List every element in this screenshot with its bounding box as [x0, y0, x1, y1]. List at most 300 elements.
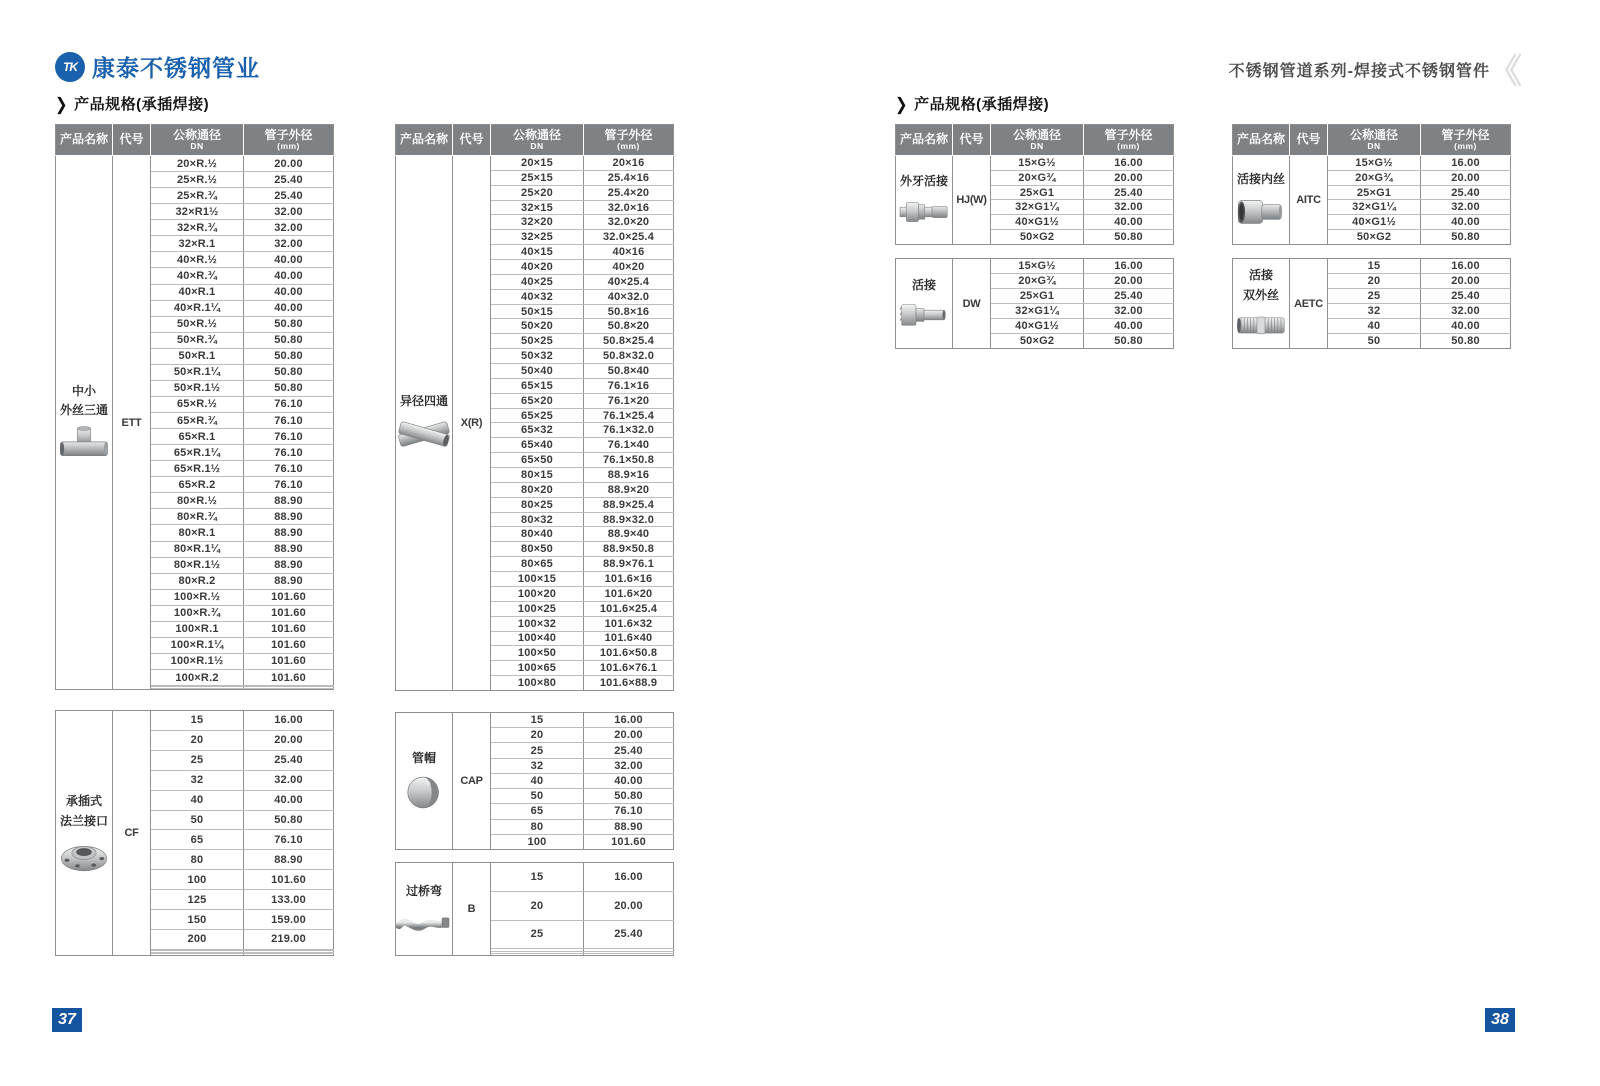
dn-value: 40	[151, 790, 244, 810]
dn-value: 80×R.¾	[151, 509, 244, 525]
od-value: 101.6×32	[584, 616, 674, 631]
od-value: 101.6×25.4	[584, 601, 674, 616]
od-value: 101.6×76.1	[584, 661, 674, 676]
od-value: 88.90	[584, 819, 674, 834]
dn-value: 40×R.1	[151, 284, 244, 300]
dn-value: 50×R.½	[151, 316, 244, 332]
dn-value: 80×R.1¼	[151, 541, 244, 557]
col-header-product-name: 产品名称	[1233, 125, 1290, 156]
od-value: 88.90	[244, 541, 334, 557]
section-title-right-text: 产品规格(承插焊接)	[914, 96, 1050, 113]
od-value: 88.9×40	[584, 527, 674, 542]
dn-value: 20×G¾	[1328, 170, 1421, 185]
od-value: 32.0×25.4	[584, 230, 674, 245]
dn-value: 100×R.2	[151, 670, 244, 686]
od-value: 40×32.0	[584, 289, 674, 304]
od-value: 32.00	[1084, 200, 1174, 215]
dn-value: 40×G1½	[991, 319, 1084, 334]
dn-value: 32×R.¾	[151, 220, 244, 236]
dn-value: 100×20	[491, 586, 584, 601]
spec-table-cap	[395, 712, 673, 850]
od-value: 40.00	[244, 268, 334, 284]
od-value	[244, 688, 334, 689]
od-value: 16.00	[244, 711, 334, 731]
dn-value: 40×R.¾	[151, 268, 244, 284]
dn-value: 65×R.1½	[151, 461, 244, 477]
od-value	[584, 953, 674, 955]
col-header-dn: 公称通径 DN	[1328, 125, 1421, 156]
dn-value: 65×R.2	[151, 477, 244, 493]
dn-value: 25×R.¾	[151, 188, 244, 204]
dn-value: 50	[1328, 334, 1421, 349]
od-value: 133.00	[244, 890, 334, 910]
dn-value: 80×R.2	[151, 573, 244, 589]
product-code: DW	[953, 259, 991, 349]
od-value: 32.00	[1084, 304, 1174, 319]
dn-value: 25	[491, 920, 584, 949]
od-value: 76.10	[244, 477, 334, 493]
product-cell	[1233, 259, 1290, 349]
od-value: 88.90	[244, 509, 334, 525]
od-value: 40.00	[1084, 319, 1174, 334]
product-name: 中小 外丝三通	[59, 383, 108, 417]
dn-value: 50	[151, 810, 244, 830]
od-value: 20.00	[1084, 170, 1174, 185]
od-value: 20×16	[584, 156, 674, 171]
dn-value: 100×R.½	[151, 589, 244, 605]
od-value: 76.1×25.4	[584, 408, 674, 423]
dn-value: 50×25	[491, 334, 584, 349]
dn-value: 65×40	[491, 438, 584, 453]
arrow-icon: ❯	[895, 94, 909, 114]
table-row	[1233, 156, 1511, 171]
od-value: 76.10	[584, 804, 674, 819]
od-value: 32.00	[584, 758, 674, 773]
col-header-product-name: 产品名称	[896, 125, 953, 156]
od-value: 101.6×40	[584, 631, 674, 646]
dn-value: 80	[151, 850, 244, 870]
od-value: 76.10	[244, 445, 334, 461]
od-value: 40×25.4	[584, 274, 674, 289]
dn-value: 125	[151, 890, 244, 910]
od-value: 50.8×40	[584, 364, 674, 379]
dn-value: 40×32	[491, 289, 584, 304]
col-header-dn: 公称通径 DN	[151, 125, 244, 156]
dn-value: 65×R.½	[151, 396, 244, 412]
od-value: 25.40	[1421, 185, 1511, 200]
od-value: 20.00	[584, 728, 674, 743]
od-value: 159.00	[244, 910, 334, 930]
dn-value: 32×15	[491, 200, 584, 215]
female-socket-icon	[1233, 194, 1289, 230]
od-value: 32.0×20	[584, 215, 674, 230]
od-value: 32.00	[244, 236, 334, 252]
dn-value	[151, 954, 244, 956]
od-value: 101.60	[611, 835, 646, 848]
dn-value: 20×G¾	[991, 274, 1084, 289]
product-code: CF	[113, 711, 151, 956]
dn-value: 65	[151, 830, 244, 850]
dn-value: 100×65	[491, 661, 584, 676]
dn-value: 20	[491, 891, 584, 920]
dn-value	[491, 953, 584, 955]
od-value: 76.1×16	[584, 378, 674, 393]
dn-value: 32×R1½	[151, 204, 244, 220]
od-value: 32.00	[244, 770, 334, 790]
dn-value: 100×R.1¼	[151, 637, 244, 653]
pipe-cap-icon	[396, 772, 452, 813]
dn-value: 25×R.½	[151, 172, 244, 188]
spec-table	[1232, 258, 1511, 349]
od-value: 25.40	[1084, 289, 1174, 304]
dn-value: 65×25	[491, 408, 584, 423]
spec-table	[895, 258, 1174, 349]
od-value: 88.90	[244, 493, 334, 509]
spec-table	[55, 124, 334, 690]
dn-value: 50×R.¾	[151, 332, 244, 348]
od-value: 40.00	[584, 773, 674, 788]
dn-value: 50×G2	[991, 334, 1084, 349]
dn-value: 50×20	[491, 319, 584, 334]
od-value: 25.40	[1421, 289, 1511, 304]
product-code: X(R)	[453, 156, 491, 691]
od-value: 50.8×32.0	[584, 349, 674, 364]
dn-value: 50	[491, 789, 584, 804]
product-cell	[396, 863, 453, 956]
od-value: 40.00	[244, 284, 334, 300]
brand-monogram-icon: TK	[55, 52, 85, 82]
col-header-code: 代号	[1290, 125, 1328, 156]
od-value: 101.60	[244, 653, 334, 669]
dn-value: 80×25	[491, 497, 584, 512]
od-value: 25.40	[584, 920, 674, 949]
dn-value: 25×G1	[1328, 185, 1421, 200]
page-number-right: 38	[1485, 1008, 1515, 1032]
od-value: 25.4×16	[584, 170, 674, 185]
series-title: 不锈钢管道系列-焊接式不锈钢管件	[1228, 63, 1490, 80]
od-value: 20.00	[1084, 274, 1174, 289]
dn-value: 80×15	[491, 468, 584, 483]
dn-value: 32	[491, 758, 584, 773]
od-value: 40.00	[244, 300, 334, 316]
dn-value: 65	[491, 804, 584, 819]
dn-value: 80×40	[491, 527, 584, 542]
dn-value: 65×R.1¼	[151, 445, 244, 461]
od-value: 101.6×88.9	[599, 677, 658, 690]
od-value: 88.9×50.8	[584, 542, 674, 557]
dn-value: 80×20	[491, 482, 584, 497]
od-value: 76.1×32.0	[584, 423, 674, 438]
product-cell	[56, 711, 113, 956]
dn-value	[151, 688, 244, 689]
spec-table	[55, 710, 334, 956]
col-header-od: 管子外径 (mm)	[1421, 125, 1511, 156]
dn-value: 50×G2	[991, 230, 1084, 245]
cross-fitting-icon	[396, 415, 452, 454]
product-code: AITC	[1290, 156, 1328, 245]
od-value: 50.80	[244, 332, 334, 348]
dn-value: 65×50	[491, 453, 584, 468]
od-value: 76.1×40	[584, 438, 674, 453]
dn-value: 80×R.1½	[151, 557, 244, 573]
dn-value: 65×R.¾	[151, 413, 244, 429]
od-value: 219.00	[244, 929, 334, 949]
dn-value: 50×40	[491, 364, 584, 379]
dn-value: 100	[151, 870, 244, 890]
od-value: 25.4×20	[584, 185, 674, 200]
dn-value: 25	[491, 743, 584, 758]
dn-value: 40×R.1¼	[151, 300, 244, 316]
col-header-code: 代号	[953, 125, 991, 156]
table-row	[896, 156, 1174, 171]
dn-value: 100×R.1½	[151, 653, 244, 669]
od-value: 50.80	[584, 789, 674, 804]
od-value: 40.00	[244, 252, 334, 268]
page-number-left: 37	[52, 1008, 82, 1032]
dn-value: 65×20	[491, 393, 584, 408]
dn-value: 20	[491, 728, 584, 743]
product-name: 活接内丝	[1236, 172, 1285, 187]
header-row	[1233, 125, 1511, 156]
dn-value: 40	[491, 773, 584, 788]
product-name: 过桥弯	[405, 883, 442, 898]
table-row	[56, 156, 334, 172]
od-value: 40.00	[244, 790, 334, 810]
od-value: 25.40	[584, 743, 674, 758]
dn-value: 15×G½	[1328, 156, 1421, 171]
od-value: 101.60	[244, 637, 334, 653]
dn-value: 100×15	[491, 572, 584, 587]
od-value: 20.00	[244, 730, 334, 750]
od-value: 50.80	[1114, 335, 1143, 347]
od-value: 101.60	[244, 621, 334, 637]
od-value: 16.00	[1084, 156, 1174, 171]
col-header-code: 代号	[453, 125, 491, 156]
od-value: 76.10	[244, 830, 334, 850]
dn-value: 80	[491, 819, 584, 834]
od-value: 101.6×50.8	[584, 646, 674, 661]
union-icon	[896, 299, 952, 331]
od-value: 25.40	[244, 188, 334, 204]
od-value: 20.00	[1421, 274, 1511, 289]
dn-value: 80×R.½	[151, 493, 244, 509]
table-row	[396, 156, 674, 171]
dn-value: 15	[491, 713, 584, 728]
header-row	[896, 125, 1174, 156]
dn-value: 25	[1328, 289, 1421, 304]
od-value: 76.10	[244, 396, 334, 412]
header-row	[396, 125, 674, 156]
od-value: 88.9×20	[584, 482, 674, 497]
dn-value: 200	[151, 929, 244, 949]
male-union-icon	[896, 196, 952, 228]
od-value: 50.80	[244, 364, 334, 380]
dn-value: 32	[1328, 304, 1421, 319]
od-value: 101.6×16	[584, 572, 674, 587]
dn-value: 65×R.1	[151, 429, 244, 445]
od-value: 50.80	[244, 348, 334, 364]
spec-table	[395, 712, 674, 850]
dn-value: 25	[151, 750, 244, 770]
flange-icon	[56, 835, 112, 874]
dn-value: 80×50	[491, 542, 584, 557]
od-value: 50.80	[244, 810, 334, 830]
dn-value: 80×65	[491, 557, 584, 572]
spec-table	[895, 124, 1174, 245]
product-name: 承插式 法兰接口	[59, 794, 108, 828]
spec-table-xr	[395, 124, 673, 691]
od-value: 50.80	[1451, 335, 1480, 347]
od-value: 76.1×20	[584, 393, 674, 408]
dn-value: 100	[491, 834, 584, 849]
od-value: 50.80	[1451, 231, 1480, 244]
product-code: ETT	[113, 156, 151, 690]
brand-logo	[55, 50, 260, 83]
col-header-product-name: 产品名称	[56, 125, 113, 156]
dn-value: 100×R.¾	[151, 605, 244, 621]
col-header-code: 代号	[113, 125, 151, 156]
od-value: 76.1×50.8	[584, 453, 674, 468]
section-title-left	[55, 93, 209, 114]
dn-value: 50×15	[491, 304, 584, 319]
product-code: B	[453, 863, 491, 956]
od-value: 88.9×32.0	[584, 512, 674, 527]
table-row	[396, 713, 674, 728]
od-value: 50.8×25.4	[584, 334, 674, 349]
dn-value: 50×R.1½	[151, 380, 244, 396]
product-cell	[396, 713, 453, 850]
od-value: 101.60	[244, 589, 334, 605]
product-code: AETC	[1290, 259, 1328, 349]
product-name: 活接	[911, 277, 936, 292]
product-name: 外牙活接	[899, 174, 948, 189]
od-value: 50.8×16	[584, 304, 674, 319]
od-value: 16.00	[1084, 259, 1174, 274]
od-value: 50.80	[244, 316, 334, 332]
od-value: 25.40	[1084, 185, 1174, 200]
double-chevron-icon: 《	[1488, 53, 1522, 91]
od-value: 101.60	[244, 670, 334, 686]
product-cell	[56, 156, 113, 690]
od-value: 88.90	[244, 525, 334, 541]
od-value: 40.00	[1421, 319, 1511, 334]
dn-value: 25×20	[491, 185, 584, 200]
dn-value: 150	[151, 910, 244, 930]
dn-value: 40×G1½	[991, 215, 1084, 230]
product-cell	[896, 259, 953, 349]
dn-value: 40×G1½	[1328, 215, 1421, 230]
od-value: 50.80	[244, 380, 334, 396]
product-code: HJ(W)	[953, 156, 991, 245]
spec-table-aetc	[1232, 258, 1510, 349]
bridge-bend-icon	[396, 905, 452, 936]
brand-name: 康泰不锈钢管业	[92, 55, 260, 81]
dn-value: 40×25	[491, 274, 584, 289]
product-name: 管帽	[411, 750, 436, 765]
od-value: 20.00	[584, 891, 674, 920]
dn-value: 100×25	[491, 601, 584, 616]
dn-value: 15×G½	[991, 259, 1084, 274]
col-header-od: 管子外径 (mm)	[1084, 125, 1174, 156]
od-value: 16.00	[584, 713, 674, 728]
dn-value: 25×G1	[991, 289, 1084, 304]
dn-value: 100×32	[491, 616, 584, 631]
od-value: 88.9×25.4	[584, 497, 674, 512]
od-value: 20.00	[1421, 170, 1511, 185]
dn-value: 65×32	[491, 423, 584, 438]
od-value: 32.0×16	[584, 200, 674, 215]
dn-value: 80×R.1	[151, 525, 244, 541]
section-title-left-text: 产品规格(承插焊接)	[74, 96, 210, 113]
spec-table-dw	[895, 258, 1173, 349]
dn-value: 80×32	[491, 512, 584, 527]
product-name: 异径四通	[399, 393, 448, 408]
dn-value: 100×50	[491, 646, 584, 661]
col-header-od: 管子外径 (mm)	[584, 125, 674, 156]
od-value: 50.80	[1114, 231, 1143, 244]
dn-value: 40×20	[491, 260, 584, 275]
od-value: 88.9×76.1	[584, 557, 674, 572]
dn-value: 100×R.1	[151, 621, 244, 637]
dn-value: 15	[151, 711, 244, 731]
dn-value: 25×15	[491, 170, 584, 185]
dn-value: 100×40	[491, 631, 584, 646]
od-value: 32.00	[1421, 200, 1511, 215]
dn-value: 15	[491, 863, 584, 892]
od-value: 101.6×20	[584, 586, 674, 601]
od-value: 16.00	[1421, 156, 1511, 171]
dn-value: 20×G¾	[991, 170, 1084, 185]
spec-table	[395, 862, 674, 956]
dn-value: 15×G½	[991, 156, 1084, 171]
spec-table-ett	[55, 124, 333, 690]
dn-value: 40×15	[491, 245, 584, 260]
tee-fitting-icon	[56, 424, 112, 463]
product-cell	[396, 156, 453, 691]
dn-value: 20	[1328, 274, 1421, 289]
spec-table-aitc	[1232, 124, 1510, 245]
product-code: CAP	[453, 713, 491, 850]
dn-value: 20×15	[491, 156, 584, 171]
dn-value: 50×32	[491, 349, 584, 364]
dn-value: 20	[151, 730, 244, 750]
od-value: 50.8×20	[584, 319, 674, 334]
dn-value: 40	[1328, 319, 1421, 334]
dn-value: 32	[151, 770, 244, 790]
od-value: 40.00	[1084, 215, 1174, 230]
section-title-right	[895, 93, 1049, 114]
col-header-dn: 公称通径 DN	[491, 125, 584, 156]
od-value: 101.60	[244, 605, 334, 621]
product-cell	[1233, 156, 1290, 245]
dn-value: 32×G1¼	[1328, 200, 1421, 215]
col-header-dn: 公称通径 DN	[991, 125, 1084, 156]
header-row	[56, 125, 334, 156]
od-value: 40×20	[584, 260, 674, 275]
od-value: 76.10	[244, 461, 334, 477]
od-value: 32.00	[1421, 304, 1511, 319]
od-value: 88.90	[244, 573, 334, 589]
arrow-icon: ❯	[55, 94, 69, 114]
dn-value: 32×G1¼	[991, 304, 1084, 319]
dn-value: 25×G1	[991, 185, 1084, 200]
dn-value: 100×80	[491, 676, 584, 691]
od-value: 101.60	[244, 870, 334, 890]
od-value: 76.10	[244, 413, 334, 429]
od-value: 16.00	[584, 863, 674, 892]
dn-value: 32×25	[491, 230, 584, 245]
spec-table-hjw	[895, 124, 1173, 245]
